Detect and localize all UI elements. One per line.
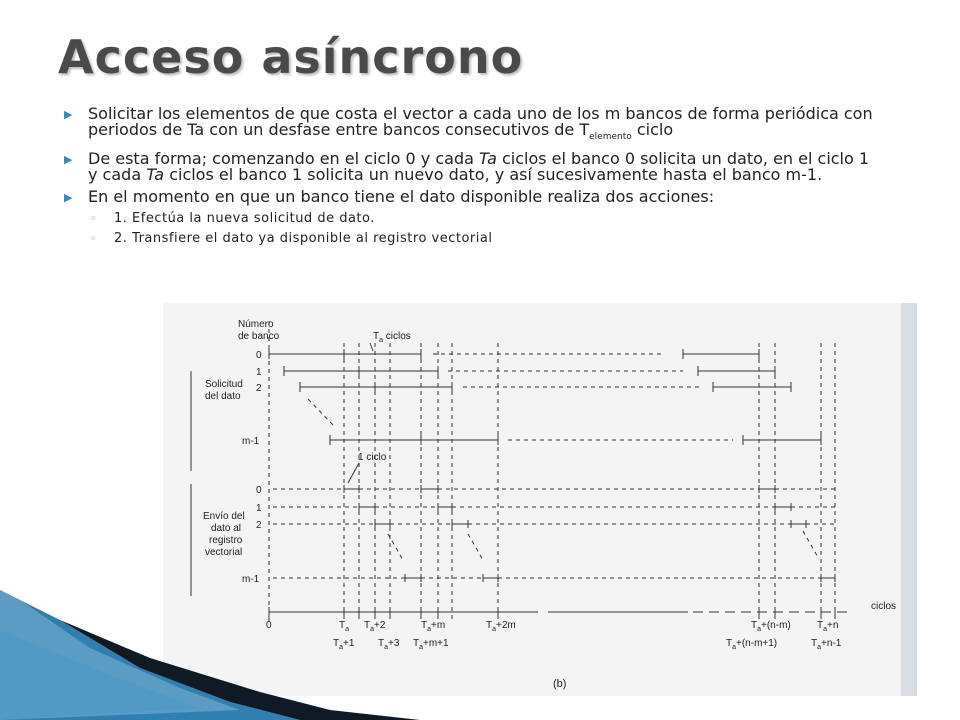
axis-tick-label-top-3: $T_a+2m$ (486, 620, 516, 633)
axis-tick-label-top-2: $T_a+m$ (421, 620, 446, 633)
bullet-1-tail: ciclo (631, 120, 674, 139)
transfer-bar-bank-0 (421, 485, 438, 493)
axis-tick-label-bottom-2: $T_a+m+1$ (413, 638, 449, 651)
circle-bullet-icon: ◦ (90, 212, 97, 226)
sub-bullet-1 (62, 211, 882, 227)
axis-tick-label-top-1: $T_a+2$ (364, 620, 386, 633)
axis-zero-label: 0 (266, 620, 272, 631)
axis-tick-label-top-0: $T_a$ (339, 620, 350, 633)
bullet-item-3 (62, 189, 882, 205)
axis-tick-label-bottom-3: $T_a+(n-m+1)$ (726, 638, 778, 651)
envio-label-line-3: registro (209, 535, 243, 546)
bullet-2-em2: Ta (146, 165, 165, 185)
request-bank-label-0: 0 (256, 350, 262, 361)
one-cycle-callout-pointer (348, 463, 359, 483)
axis-tick-label-top-4: $T_a+(n-m)$ (751, 620, 791, 633)
transfer-bar-bank-1 (438, 503, 452, 511)
ellipsis-diagonal (388, 531, 819, 560)
axis-label-cycles: ciclos (871, 601, 897, 612)
circle-bullet-icon: ◦ (90, 232, 97, 246)
request-bank-label-m-1: m-1 (242, 436, 260, 447)
transfer-bank-label-2: 2 (256, 520, 262, 531)
axis-tick-label-bottom-1: $T_a+3$ (378, 638, 400, 651)
sub-bullet-2 (62, 231, 882, 247)
envio-label-line-2: dato al (211, 523, 242, 534)
triangle-bullet-icon: ▶ (64, 153, 73, 167)
ellipsis-diagonal (308, 399, 333, 425)
transfer-bar-bank-1 (359, 503, 375, 511)
transfer-bar-bank-2 (375, 520, 390, 528)
axis-tick-label-bottom-4: $T_a+n-1$ (811, 638, 842, 651)
envio-label-line-4: vectorial (205, 547, 243, 558)
slide-body (62, 106, 882, 251)
bullet-2-post: ciclos el banco 1 solicita un nuevo dato, y así sucesivamente hasta el banco m-1. (164, 165, 823, 185)
axis-tick-label-top-5: $T_a+n$ (817, 620, 839, 633)
axis-tick-label-bottom-0: $T_a+1$ (333, 638, 355, 651)
scan-edge (901, 303, 917, 696)
figure-caption: (b) (553, 678, 567, 690)
request-bank-label-2: 2 (256, 383, 262, 394)
transfer-bar-bank-0 (759, 485, 775, 493)
transfer-bar-bank-m-1 (821, 574, 835, 582)
slide-title: Acceso asíncrono (58, 30, 524, 84)
bullet-item-1 (62, 106, 882, 145)
transfer-bar-bank-2 (791, 520, 806, 528)
bullet-1-subscript: elemento (589, 132, 632, 143)
bullet-2-pre: De esta forma; comenzando en el ciclo 0 y cada (88, 149, 479, 169)
solicitud-label-line-2: del dato (205, 391, 241, 402)
solicitud-label-line-1: Solicitud (205, 379, 243, 390)
ta-cycles-label: $T_a$ ciclos (373, 331, 411, 344)
bullet-3-text: En el momento en que un banco tiene el dato disponible realiza dos acciones: (88, 187, 715, 207)
bank-number-header-line-2: de banco (238, 331, 280, 342)
triangle-bullet-icon: ▶ (64, 108, 73, 121)
envio-label-line-1: Envío del (203, 511, 245, 522)
transfer-bar-bank-2 (452, 520, 468, 528)
bullet-2-mid: ciclos el banco 0 solicita un dato, en el ciclo 1 y cada (88, 149, 870, 185)
bullet-1-text: Solicitar los elementos de que costa el vector a cada uno de los m bancos de forma periódica con periodos de Ta con un desfase entre bancos consecutivos de T (88, 104, 873, 139)
request-bank-label-1: 1 (256, 367, 262, 378)
bullet-2-em1: Ta (478, 149, 497, 169)
sub-bullet-1-text: 1. Efectúa la nueva solicitud de dato. (114, 211, 375, 227)
one-cycle-label: 1 ciclo (358, 452, 387, 463)
bank-number-header-line-1: Número (238, 319, 274, 330)
triangle-bullet-icon: ▶ (64, 191, 73, 205)
transfer-bar-bank-m-1 (405, 574, 421, 582)
transfer-bar-bank-1 (775, 503, 791, 511)
transfer-bank-label-0: 0 (256, 485, 262, 496)
transfer-bank-label-1: 1 (256, 503, 262, 514)
transfer-bar-bank-m-1 (483, 574, 498, 582)
transfer-bank-label-m-1: m-1 (242, 574, 260, 585)
sub-bullet-2-text: 2. Transfiere el dato ya disponible al registro vectorial (114, 231, 493, 247)
bullet-item-2 (62, 151, 882, 183)
ta-callout-pointer (370, 343, 373, 351)
decorative-corner-graphic (0, 590, 420, 720)
